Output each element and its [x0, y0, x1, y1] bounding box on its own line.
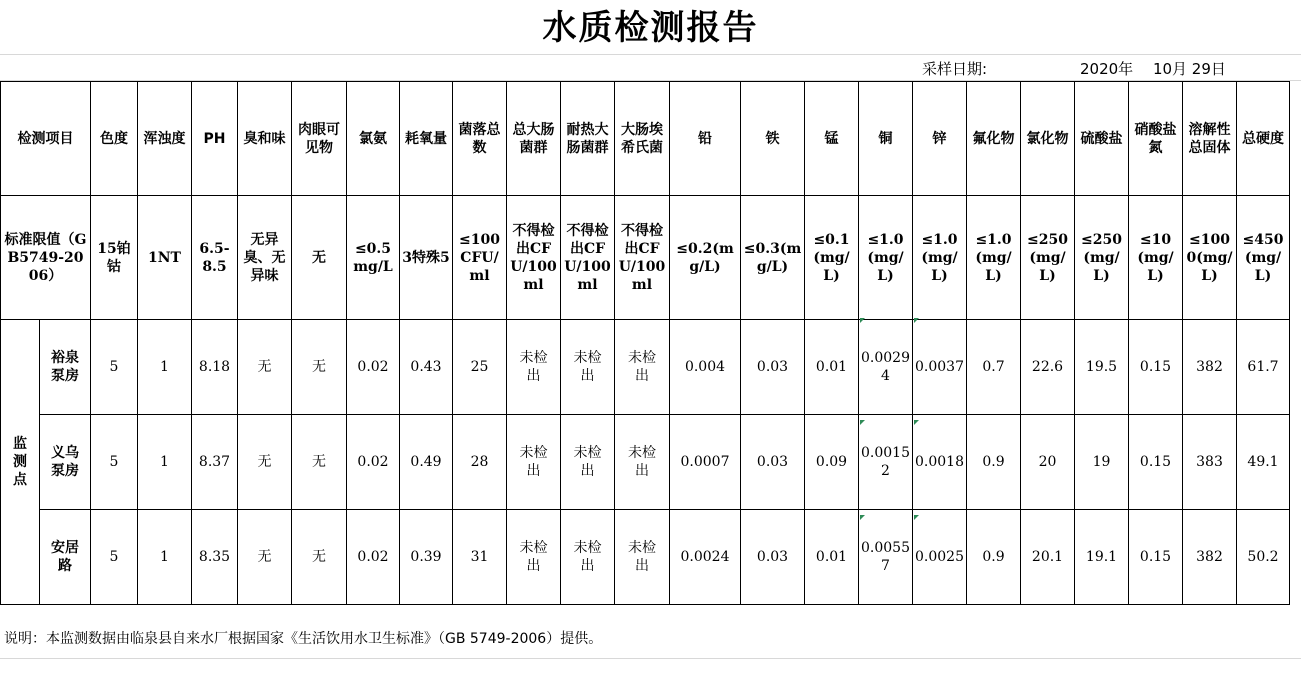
standard-value: ≤0.3(mg/L)	[741, 196, 805, 320]
data-cell: 0.15	[1129, 510, 1183, 605]
standard-value: 1NT	[138, 196, 192, 320]
standard-value: ≤1.0(mg/L)	[859, 196, 913, 320]
data-cell: 未检出	[615, 510, 670, 605]
standard-value: 不得检出CFU/100ml	[615, 196, 670, 320]
sampling-date-label: 采样日期:	[922, 60, 988, 78]
data-cell: 0.03	[741, 415, 805, 510]
data-cell: 0.02	[347, 415, 400, 510]
column-header: 硝酸盐氮	[1129, 82, 1183, 196]
table-row	[1, 320, 1290, 415]
data-cell: 28	[453, 415, 507, 510]
data-cell: 0.01	[805, 510, 859, 605]
monitoring-point-name: 义乌泵房	[40, 415, 91, 510]
data-cell: 未检出	[507, 415, 561, 510]
column-header: 溶解性总固体	[1183, 82, 1237, 196]
standard-value: 不得检出CFU/100ml	[561, 196, 615, 320]
data-cell: 25	[453, 320, 507, 415]
column-header: 臭和味	[238, 82, 292, 196]
data-cell: 8.35	[192, 510, 238, 605]
column-header: 锌	[913, 82, 967, 196]
data-cell: 0.7	[967, 320, 1021, 415]
data-cell: 0.09	[805, 415, 859, 510]
data-cell: 未检出	[561, 320, 615, 415]
standard-value: ≤0.2(mg/L)	[670, 196, 741, 320]
standard-value: 15铂钴	[91, 196, 138, 320]
column-header: PH	[192, 82, 238, 196]
column-header: 铜	[859, 82, 913, 196]
standard-value: 无	[292, 196, 347, 320]
data-cell: 382	[1183, 510, 1237, 605]
data-cell: 1	[138, 320, 192, 415]
data-cell: 8.18	[192, 320, 238, 415]
standard-value: 3特殊5	[400, 196, 453, 320]
data-cell: 0.15	[1129, 415, 1183, 510]
column-header: 色度	[91, 82, 138, 196]
data-cell: 未检出	[615, 320, 670, 415]
data-cell: 20.1	[1021, 510, 1075, 605]
data-cell: 0.02	[347, 510, 400, 605]
standard-value: ≤0.1(mg/L)	[805, 196, 859, 320]
column-header: 硫酸盐	[1075, 82, 1129, 196]
cell-comment-marker	[860, 420, 865, 425]
sampling-date-row	[0, 56, 1301, 80]
data-cell: 5	[91, 320, 138, 415]
data-cell: 未检出	[507, 510, 561, 605]
data-cell: 19	[1075, 415, 1129, 510]
standard-row	[1, 196, 1290, 320]
data-cell: 0.02	[347, 320, 400, 415]
data-cell: 49.1	[1237, 415, 1290, 510]
column-header: 菌落总数	[453, 82, 507, 196]
data-cell: 0.0037	[913, 320, 967, 415]
data-cell: 0.00294	[859, 320, 913, 415]
data-cell: 50.2	[1237, 510, 1290, 605]
data-cell: 0.43	[400, 320, 453, 415]
data-cell: 无	[292, 510, 347, 605]
data-cell: 无	[238, 415, 292, 510]
data-cell: 5	[91, 415, 138, 510]
item-header-label: 检测项目	[1, 82, 91, 196]
cell-comment-marker	[914, 420, 919, 425]
standard-value: 不得检出CFU/100ml	[507, 196, 561, 320]
data-cell: 31	[453, 510, 507, 605]
data-cell: 无	[292, 320, 347, 415]
standard-value: ≤450(mg/L)	[1237, 196, 1290, 320]
column-header: 总硬度	[1237, 82, 1290, 196]
table-row	[1, 510, 1290, 605]
standard-value: ≤1.0(mg/L)	[967, 196, 1021, 320]
column-header: 耐热大肠菌群	[561, 82, 615, 196]
column-header: 浑浊度	[138, 82, 192, 196]
data-cell: 0.9	[967, 510, 1021, 605]
standard-value: 6.5-8.5	[192, 196, 238, 320]
sampling-date-value: 2020年 10月 29日	[1080, 60, 1226, 78]
cell-comment-marker	[914, 515, 919, 520]
data-cell: 0.00557	[859, 510, 913, 605]
data-cell: 8.37	[192, 415, 238, 510]
cell-comment-marker	[914, 318, 919, 323]
data-cell: 0.9	[967, 415, 1021, 510]
column-header: 耗氧量	[400, 82, 453, 196]
data-cell: 0.0025	[913, 510, 967, 605]
cell-comment-marker	[860, 515, 865, 520]
table-row	[1, 415, 1290, 510]
standard-value: 无异臭、无异味	[238, 196, 292, 320]
data-cell: 0.15	[1129, 320, 1183, 415]
standard-value: ≤1.0(mg/L)	[913, 196, 967, 320]
data-cell: 0.0007	[670, 415, 741, 510]
standard-value: ≤10(mg/L)	[1129, 196, 1183, 320]
column-header: 总大肠菌群	[507, 82, 561, 196]
monitoring-point-name: 安居路	[40, 510, 91, 605]
data-cell: 0.03	[741, 510, 805, 605]
data-cell: 无	[238, 320, 292, 415]
column-header: 铁	[741, 82, 805, 196]
data-cell: 0.00152	[859, 415, 913, 510]
data-cell: 无	[238, 510, 292, 605]
data-cell: 0.49	[400, 415, 453, 510]
column-header: 氯氨	[347, 82, 400, 196]
data-cell: 未检出	[507, 320, 561, 415]
data-cell: 22.6	[1021, 320, 1075, 415]
column-header: 锰	[805, 82, 859, 196]
report-note: 说明：本监测数据由临泉县自来水厂根据国家《生活饮用水卫生标准》（GB 5749-2006）提供。	[4, 631, 603, 647]
column-header: 肉眼可见物	[292, 82, 347, 196]
data-cell: 1	[138, 510, 192, 605]
standard-value: ≤0.5mg/L	[347, 196, 400, 320]
report-title: 水质检测报告	[542, 8, 759, 48]
data-cell: 19.1	[1075, 510, 1129, 605]
data-cell: 0.0018	[913, 415, 967, 510]
water-quality-table	[0, 81, 1290, 605]
column-header: 氯化物	[1021, 82, 1075, 196]
data-cell: 1	[138, 415, 192, 510]
data-cell: 20	[1021, 415, 1075, 510]
cell-comment-marker	[860, 318, 865, 323]
column-header: 氟化物	[967, 82, 1021, 196]
data-cell: 19.5	[1075, 320, 1129, 415]
standard-value: ≤250(mg/L)	[1075, 196, 1129, 320]
data-cell: 0.004	[670, 320, 741, 415]
column-header: 铅	[670, 82, 741, 196]
data-cell: 0.39	[400, 510, 453, 605]
standard-value: ≤1000(mg/L)	[1183, 196, 1237, 320]
monitoring-group-label: 监测点	[1, 320, 40, 605]
data-cell: 383	[1183, 415, 1237, 510]
column-header: 大肠埃希氏菌	[615, 82, 670, 196]
data-cell: 无	[292, 415, 347, 510]
standard-label: 标准限值（GB5749-2006）	[1, 196, 91, 320]
standard-value: ≤100CFU/ml	[453, 196, 507, 320]
data-cell: 382	[1183, 320, 1237, 415]
data-cell: 未检出	[561, 415, 615, 510]
data-cell: 0.0024	[670, 510, 741, 605]
monitoring-point-name: 裕泉泵房	[40, 320, 91, 415]
data-cell: 0.03	[741, 320, 805, 415]
data-cell: 未检出	[561, 510, 615, 605]
data-cell: 61.7	[1237, 320, 1290, 415]
standard-value: ≤250(mg/L)	[1021, 196, 1075, 320]
data-cell: 0.01	[805, 320, 859, 415]
data-cell: 5	[91, 510, 138, 605]
data-cell: 未检出	[615, 415, 670, 510]
header-row	[1, 82, 1290, 196]
